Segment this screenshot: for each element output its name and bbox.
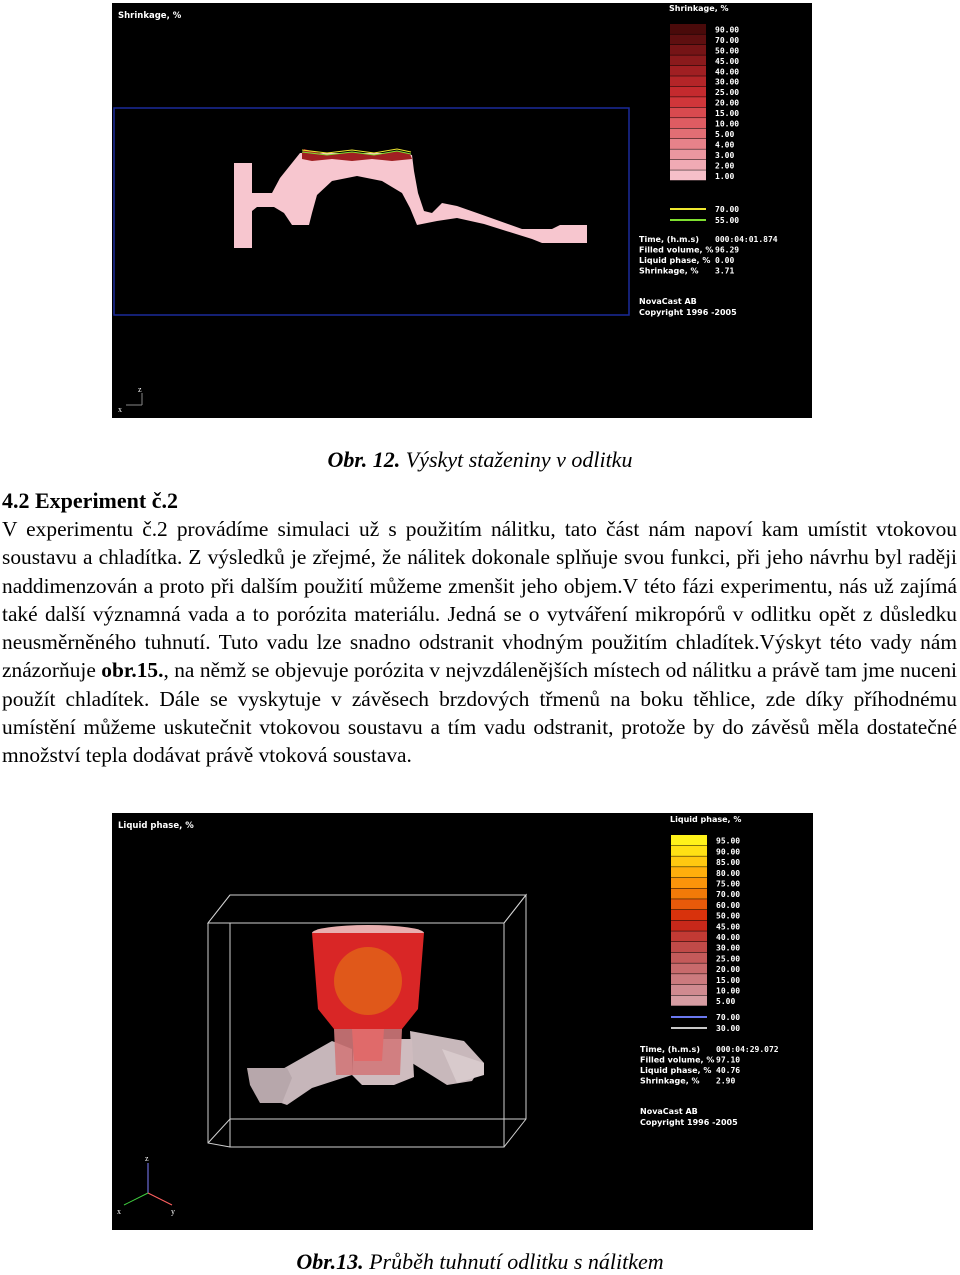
legend-title: Shrinkage, %	[669, 4, 729, 13]
isoline-value: 30.00	[716, 1024, 741, 1033]
stat-label: Shrinkage, %	[639, 266, 699, 276]
legend-swatch	[670, 118, 706, 128]
stat-label: Shrinkage, %	[640, 1076, 700, 1086]
legend-value: 60.00	[716, 900, 741, 910]
stat-label: Liquid phase, %	[639, 256, 711, 265]
copyright-years: Copyright 1996 -2005	[639, 308, 737, 317]
legend-swatch	[671, 899, 707, 909]
legend-swatch	[670, 129, 706, 139]
legend-value: 50.00	[716, 911, 741, 921]
legend-swatch	[670, 139, 706, 149]
figure-13-simulation	[112, 813, 813, 1230]
legend-value: 90.00	[715, 25, 740, 35]
isoline-legend	[671, 1013, 740, 1033]
legend-value: 15.00	[716, 975, 741, 985]
legend-value: 25.00	[715, 88, 740, 98]
legend-value: 20.00	[716, 965, 741, 975]
stats-block	[639, 235, 778, 276]
paragraph-text-2: , na němž se objevuje porózita v nejvzdálenějších místech od nálitku a právě tam jme nuceni použít chladítek. Dále se vyskytuje v závěsech brzdových třmenů na boku těhlice, zde díky příhodnému umístění můžeme uskutečnit vtokovou soustavu a tím vadu odstranit, protože by do závěsů měla dostatečné množství tepla dodávat právě vtoková soustava.	[2, 658, 957, 768]
legend-swatch	[670, 76, 706, 86]
axis-gizmo	[118, 385, 142, 414]
legend-value: 30.00	[715, 77, 740, 87]
section-heading: 4.2 Experiment č.2	[2, 488, 178, 513]
legend-value: 85.00	[716, 858, 741, 868]
legend-swatch	[670, 66, 706, 76]
stat-label: Liquid phase, %	[640, 1066, 712, 1075]
legend-value: 40.00	[716, 933, 741, 942]
copyright-company: NovaCast AB	[640, 1107, 698, 1116]
caption-number: Obr.13.	[296, 1249, 364, 1274]
legend-value: 45.00	[716, 922, 741, 932]
copyright-years: Copyright 1996 -2005	[640, 1118, 738, 1127]
stat-label: Time, (h.m.s)	[639, 235, 699, 244]
isoline-value: 70.00	[715, 205, 740, 214]
shrinkage-simulation-render	[112, 3, 812, 418]
stat-value: 96.29	[715, 245, 740, 255]
legend-value: 10.00	[715, 119, 740, 129]
legend-swatch	[671, 963, 707, 973]
legend-swatch	[671, 835, 707, 845]
legend-swatch	[670, 170, 706, 180]
legend-swatch	[670, 160, 706, 170]
legend-value: 45.00	[715, 56, 740, 66]
legend-swatch	[671, 856, 707, 866]
paragraph-text-1: V experimentu č.2 provádíme simulaci už s použitím nálitku, tato část nám napoví kam umístit vtokovou soustavu a chladítka. Z výsledků je zřejmé, že nálitek dokonale splňuje svou funkci, při jeho návrhu byl raději naddimenzován a proto při dalším použití můžeme zmenšit jeho objem.V této fázi experimentu, nás už zajímá také další významná vada a to porózita materiálu. Jedná se o vytváření mikropórů v odlitku opět z důsledku neusměrněného tuhnutí. Tuto vadu lze snadno odstranit vhodným použitím chladítek.Výskyt této vady nám znázorňuje	[2, 517, 957, 683]
stat-value: 3.71	[715, 266, 735, 276]
legend-swatch	[670, 108, 706, 118]
legend-value: 30.00	[716, 943, 741, 953]
legend-value: 70.00	[716, 890, 741, 900]
figure-12-simulation	[112, 3, 812, 418]
stats-block	[640, 1045, 779, 1086]
legend-swatch	[670, 149, 706, 159]
axis-z-label: z	[138, 385, 142, 394]
legend-swatch	[671, 867, 707, 877]
viewport-frame	[114, 108, 629, 315]
legend-value: 4.00	[715, 140, 735, 150]
axis-x-label: x	[117, 1207, 121, 1216]
legend-swatch	[671, 889, 707, 899]
shrinkage-legend	[670, 24, 739, 181]
casting-cross-section	[234, 153, 587, 248]
legend-value: 75.00	[716, 879, 741, 889]
legend-swatch	[671, 985, 707, 995]
liquid-phase-simulation-render	[112, 813, 813, 1230]
stat-label: Filled volume, %	[640, 1055, 715, 1065]
legend-swatch	[671, 921, 707, 931]
legend-swatch	[671, 878, 707, 888]
stat-value: 97.10	[716, 1055, 741, 1065]
legend-swatch	[671, 996, 707, 1006]
legend-value: 70.00	[715, 35, 740, 45]
legend-value: 95.00	[716, 836, 741, 846]
legend-value: 50.00	[715, 46, 740, 56]
isoline-legend	[670, 205, 739, 225]
legend-swatch	[670, 97, 706, 107]
axis-z-label: z	[145, 1154, 149, 1163]
isoline-value: 70.00	[716, 1013, 741, 1022]
panel-title: Liquid phase, %	[118, 821, 194, 831]
legend-swatch	[670, 87, 706, 97]
stat-value: 2.90	[716, 1076, 736, 1086]
caption-text: Průběh tuhnutí odlitku s nálitkem	[363, 1249, 664, 1274]
legend-swatch	[670, 45, 706, 55]
legend-value: 90.00	[716, 847, 741, 857]
legend-value: 40.00	[715, 67, 740, 77]
copyright-company: NovaCast AB	[639, 297, 697, 306]
legend-value: 5.00	[715, 129, 735, 139]
stat-value: 40.76	[716, 1066, 741, 1075]
stat-value: 000:04:29.072	[716, 1045, 779, 1054]
caption-text: Výskyt staženiny v odlitku	[400, 447, 633, 472]
isoline-value: 55.00	[715, 216, 740, 225]
legend-swatch	[671, 846, 707, 856]
legend-value: 1.00	[715, 171, 735, 181]
figure-reference: obr.15.	[101, 658, 164, 683]
legend-value: 80.00	[716, 868, 741, 878]
legend-swatch	[671, 942, 707, 952]
legend-value: 20.00	[715, 98, 740, 108]
legend-title: Liquid phase, %	[670, 815, 742, 824]
figure-13-caption	[0, 1249, 960, 1275]
legend-swatch	[671, 953, 707, 963]
section-paragraph	[2, 515, 957, 770]
stat-label: Filled volume, %	[639, 245, 714, 255]
legend-value: 15.00	[715, 109, 740, 119]
stat-value: 000:04:01.874	[715, 235, 778, 244]
axis-y-label: y	[171, 1207, 175, 1216]
legend-value: 10.00	[716, 986, 741, 996]
figure-12-caption	[0, 447, 960, 473]
panel-title: Shrinkage, %	[118, 11, 182, 21]
legend-swatch	[671, 931, 707, 941]
legend-swatch	[671, 974, 707, 984]
legend-swatch	[670, 55, 706, 65]
liquid-phase-legend	[671, 835, 740, 1006]
caption-number: Obr. 12.	[327, 447, 401, 472]
axis-x-label: x	[118, 405, 122, 414]
legend-swatch	[670, 34, 706, 44]
legend-value: 2.00	[715, 161, 735, 171]
legend-value: 5.00	[716, 997, 736, 1007]
legend-swatch	[671, 910, 707, 920]
legend-value: 3.00	[715, 150, 735, 160]
axis-gizmo	[117, 1154, 175, 1216]
stat-label: Time, (h.m.s)	[640, 1045, 700, 1054]
stat-value: 0.00	[715, 256, 735, 265]
legend-value: 25.00	[716, 954, 741, 964]
legend-swatch	[670, 24, 706, 34]
